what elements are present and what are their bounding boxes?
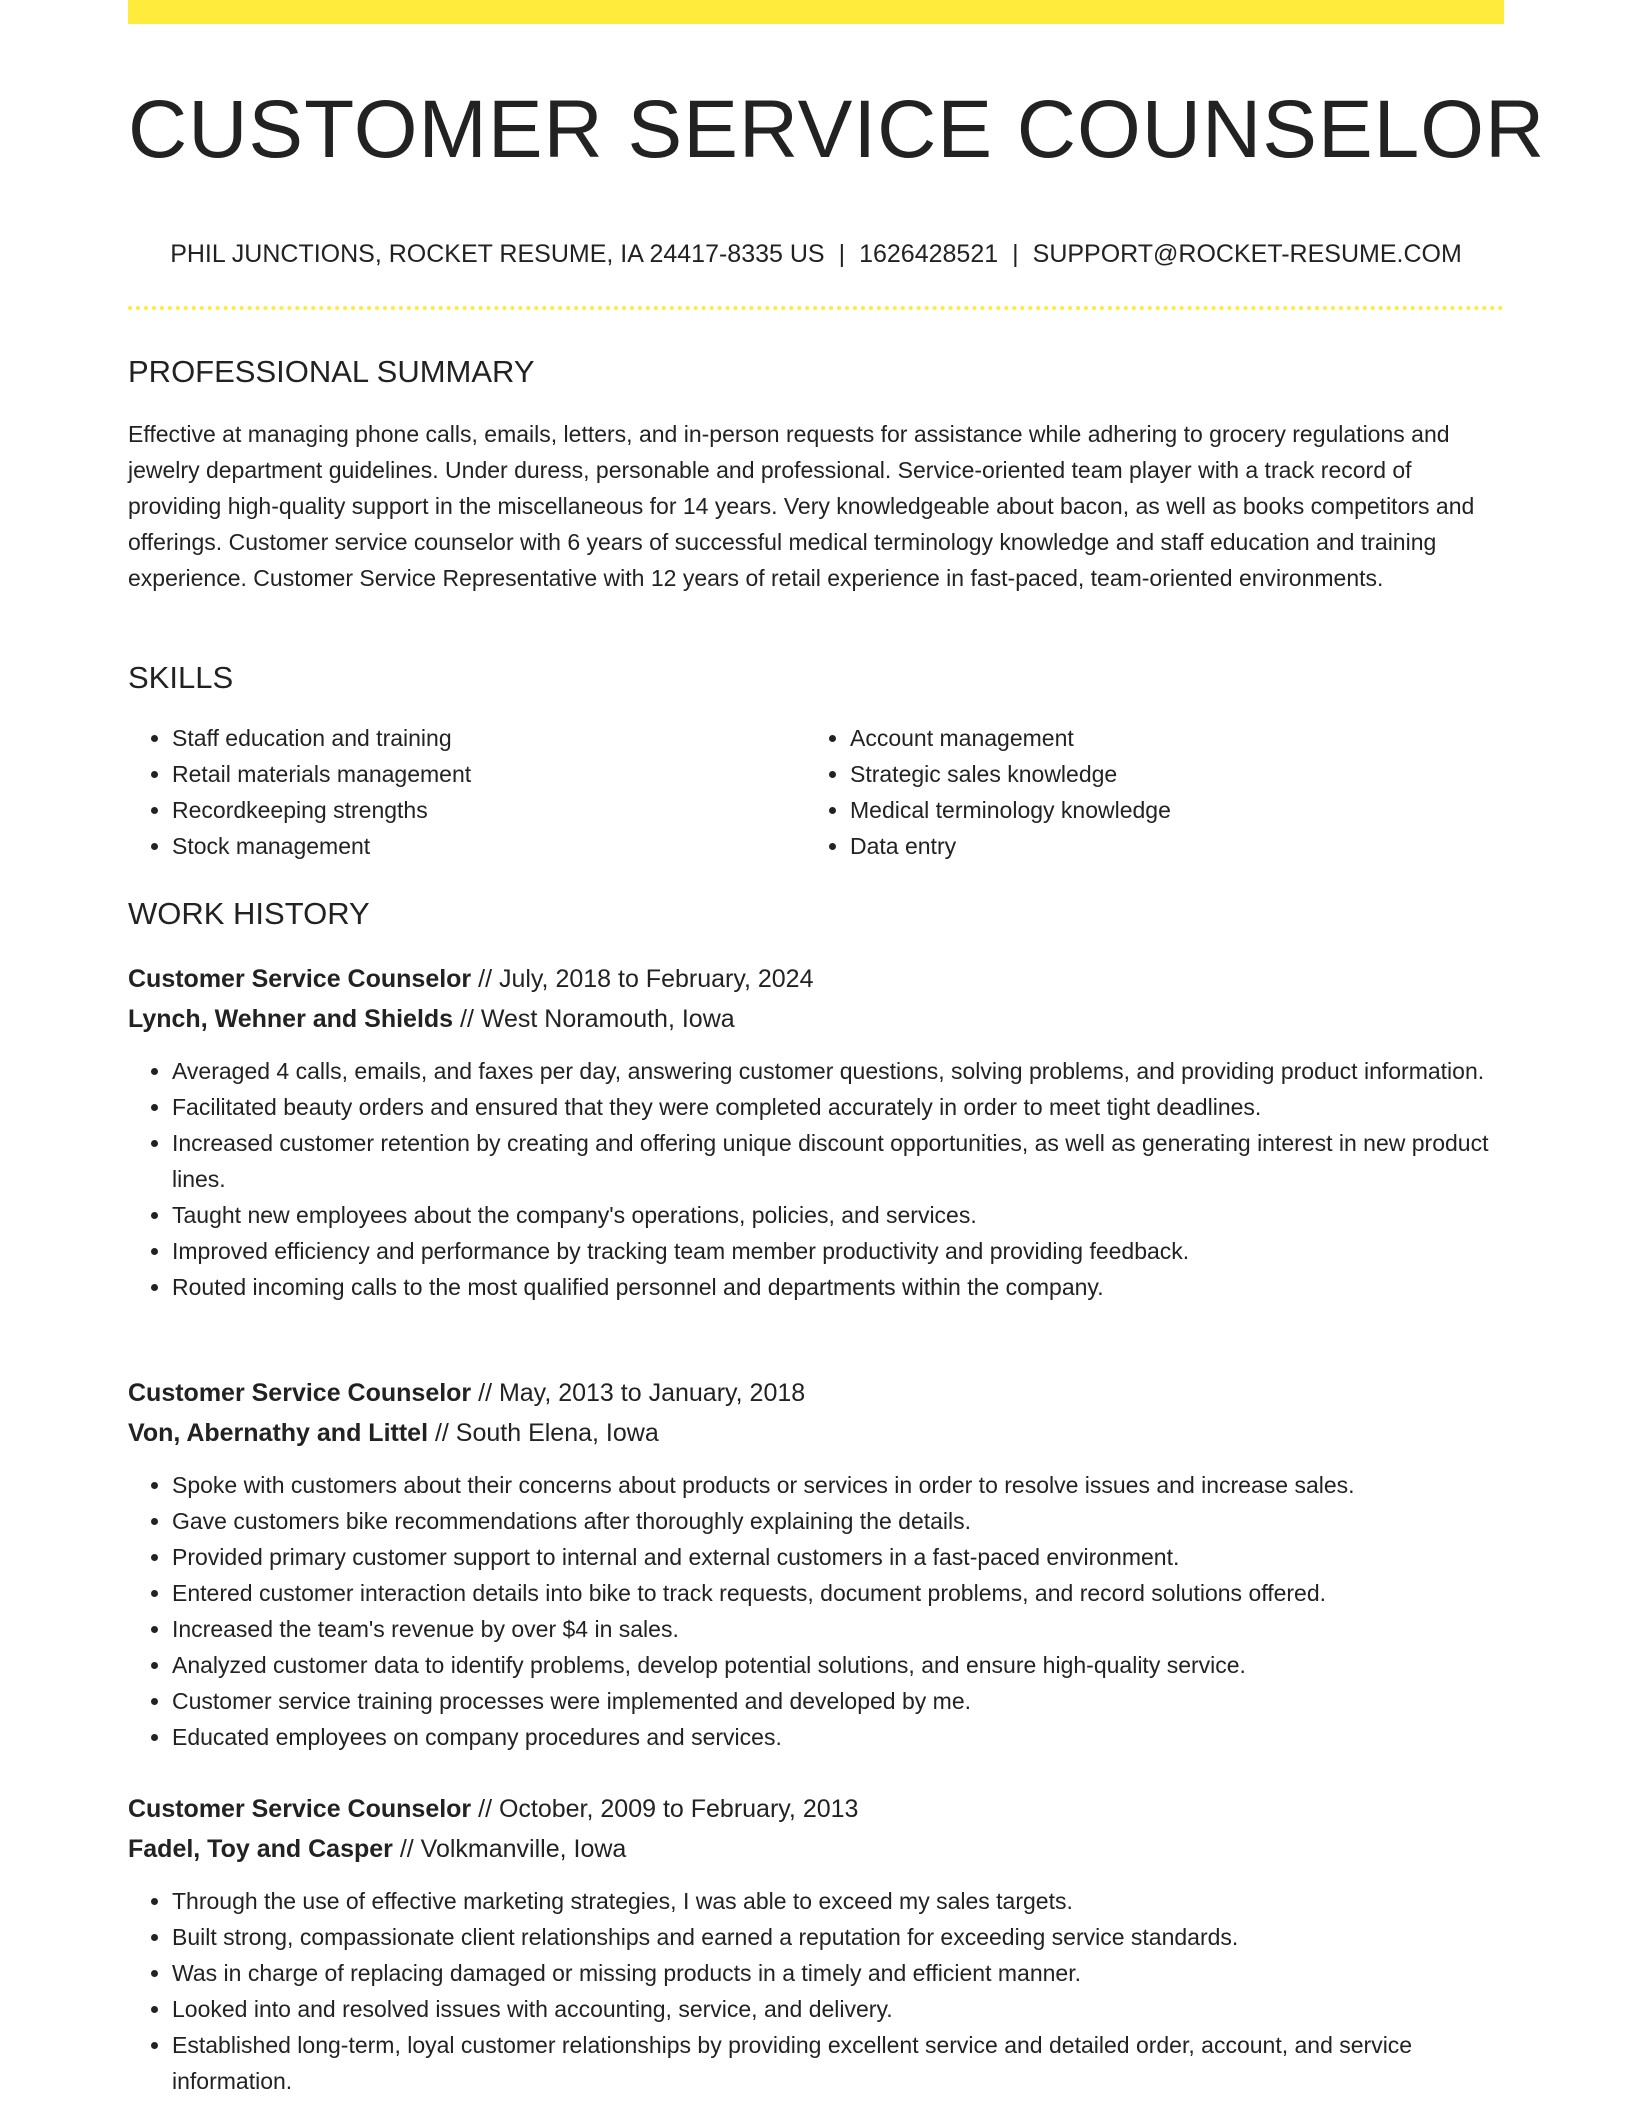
- job-dates: // October, 2009 to February, 2013: [471, 1795, 859, 1823]
- job-bullet: • Routed incoming calls to the most qualified personnel and departments within the company.: [172, 1269, 1504, 1305]
- skill-item: • Stock management: [172, 828, 806, 864]
- job-company-line: [128, 999, 1504, 1039]
- job-entry: [128, 959, 1504, 1305]
- skills-list-left: [128, 720, 806, 864]
- job-role-line: [128, 959, 1504, 999]
- job-role: Customer Service Counselor: [128, 1795, 472, 1823]
- job-bullet: • Was in charge of replacing damaged or missing products in a timely and efficient manner.: [172, 1955, 1504, 1991]
- job-bullet: • Spoke with customers about their concerns about products or services in order to resolve issues and increase sales.: [172, 1467, 1504, 1503]
- skill-item: • Medical terminology knowledge: [850, 792, 1484, 828]
- job-company-line: [128, 1829, 1504, 1869]
- skills-list-right: [806, 720, 1484, 864]
- job-bullet: • Through the use of effective marketing strategies, I was able to exceed my sales targets.: [172, 1883, 1504, 1919]
- job-bullet: • Increased the team's revenue by over $4 in sales.: [172, 1611, 1504, 1647]
- job-bullet: • Increased customer retention by creating and offering unique discount opportunities, as well as generating interest in new product lines.: [172, 1125, 1504, 1197]
- resume-title: CUSTOMER SERVICE COUNSELOR: [128, 84, 1546, 175]
- job-entry: [128, 1373, 1504, 1755]
- summary-text: Effective at managing phone calls, emails, letters, and in-person requests for assistance while adhering to grocery regulations and jewelry department guidelines. Under duress, personable and professional. Service-oriented team player with a track record of providing high-quality support in the miscellaneous for 14 years. Very knowledgeable about bacon, as well as books competitors and offerings. Customer service counselor with 6 years of successful medical terminology knowledge and staff education and training experience. Customer Service Representative with 12 years of retail experience in fast-paced, team-oriented environments.: [128, 421, 1475, 591]
- contact-address: PHIL JUNCTIONS, ROCKET RESUME, IA 24417-8335 US: [170, 240, 825, 268]
- job-bullet: • Educated employees on company procedures and services.: [172, 1719, 1504, 1755]
- job-bullet: • Entered customer interaction details into bike to track requests, document problems, and record solutions offered.: [172, 1575, 1504, 1611]
- job-company: Fadel, Toy and Casper: [128, 1835, 393, 1863]
- job-location: // West Noramouth, Iowa: [453, 1005, 735, 1033]
- skill-item: • Retail materials management: [172, 756, 806, 792]
- job-bullets: [128, 1467, 1504, 1755]
- job-dates: // July, 2018 to February, 2024: [471, 965, 814, 993]
- job-bullets: [128, 1883, 1504, 2099]
- job-bullet: • Looked into and resolved issues with accounting, service, and delivery.: [172, 1991, 1504, 2027]
- header-divider: [128, 306, 1504, 310]
- summary-heading: PROFESSIONAL SUMMARY: [128, 354, 535, 389]
- contact-separator: |: [1012, 240, 1019, 268]
- job-bullet: • Established long-term, loyal customer relationships by providing excellent service and detailed order, account, and service information.: [172, 2027, 1504, 2099]
- skill-item: • Staff education and training: [172, 720, 806, 756]
- top-accent-bar: [128, 0, 1504, 24]
- job-dates: // May, 2013 to January, 2018: [471, 1379, 806, 1407]
- contact-email: SUPPORT@ROCKET-RESUME.COM: [1032, 240, 1462, 268]
- contact-separator: |: [838, 240, 846, 268]
- job-role-line: [128, 1373, 1504, 1413]
- skill-item: • Account management: [850, 720, 1484, 756]
- job-bullet: • Taught new employees about the company's operations, policies, and services.: [172, 1197, 1504, 1233]
- contact-phone: 1626428521: [859, 240, 999, 268]
- skills-columns: [128, 720, 1504, 864]
- job-role: Customer Service Counselor: [128, 1379, 472, 1407]
- job-bullet: • Built strong, compassionate client relationships and earned a reputation for exceeding service standards.: [172, 1919, 1504, 1955]
- job-company-line: [128, 1413, 1504, 1453]
- job-company: Von, Abernathy and Littel: [128, 1419, 429, 1447]
- skills-section: [128, 658, 1504, 864]
- job-bullet: • Customer service training processes were implemented and developed by me.: [172, 1683, 1504, 1719]
- skill-item: • Strategic sales knowledge: [850, 756, 1484, 792]
- job-role: Customer Service Counselor: [128, 965, 472, 993]
- job-bullet: • Improved efficiency and performance by tracking team member productivity and providing feedback.: [172, 1233, 1504, 1269]
- summary-section: [128, 352, 1504, 596]
- job-bullet: • Analyzed customer data to identify problems, develop potential solutions, and ensure high-quality service.: [172, 1647, 1504, 1683]
- work-history-section: [128, 894, 1504, 934]
- work-history-heading: WORK HISTORY: [128, 896, 370, 931]
- job-bullet: • Gave customers bike recommendations after thoroughly explaining the details.: [172, 1503, 1504, 1539]
- contact-line: [128, 236, 1504, 272]
- job-entry: [128, 1789, 1504, 2099]
- skills-heading: SKILLS: [128, 660, 234, 695]
- job-location: // Volkmanville, Iowa: [392, 1835, 627, 1863]
- skill-item: • Data entry: [850, 828, 1484, 864]
- skill-item: • Recordkeeping strengths: [172, 792, 806, 828]
- job-location: // South Elena, Iowa: [428, 1419, 659, 1447]
- job-company: Lynch, Wehner and Shields: [128, 1005, 454, 1033]
- job-bullet: • Facilitated beauty orders and ensured that they were completed accurately in order to meet tight deadlines.: [172, 1089, 1504, 1125]
- job-bullet: • Averaged 4 calls, emails, and faxes per day, answering customer questions, solving problems, and providing product information.: [172, 1053, 1504, 1089]
- job-role-line: [128, 1789, 1504, 1829]
- job-bullets: [128, 1053, 1504, 1305]
- job-bullet: • Provided primary customer support to internal and external customers in a fast-paced environment.: [172, 1539, 1504, 1575]
